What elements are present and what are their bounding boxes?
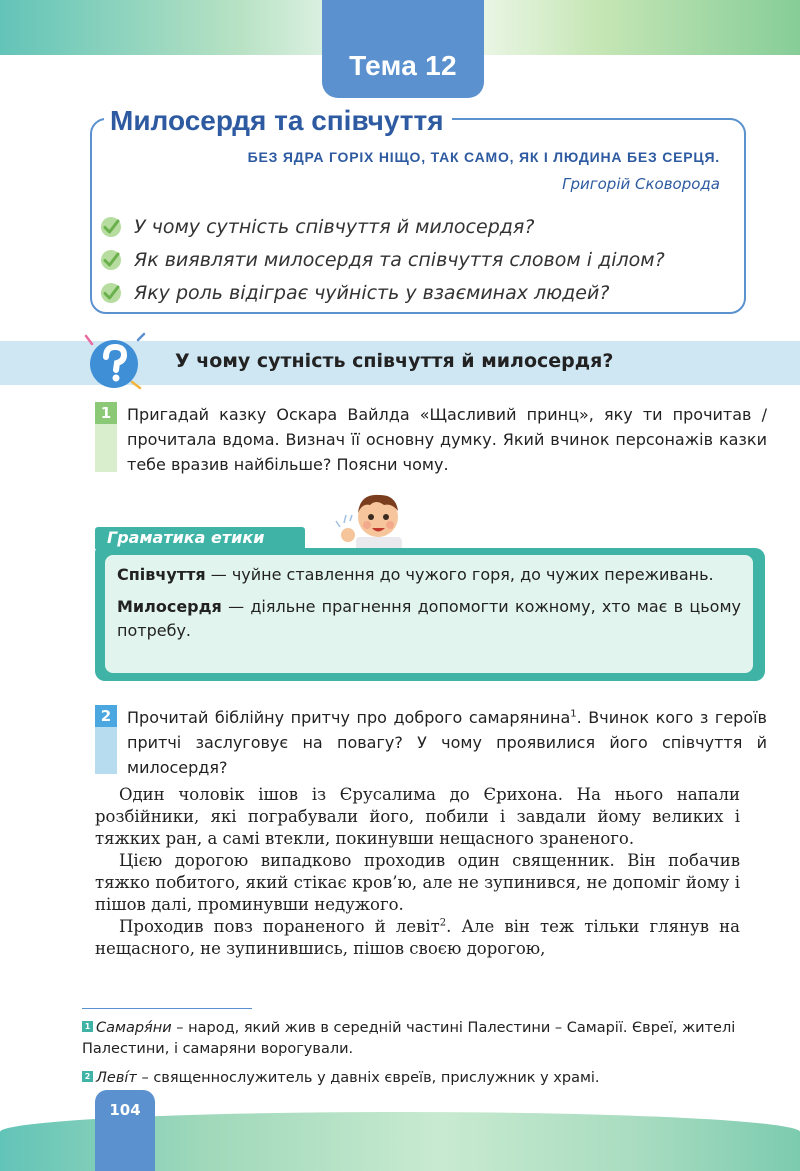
section-title: У чому сутність співчуття й милосердя?: [175, 350, 614, 372]
footnote-1: [82, 1018, 748, 1060]
term-2: Милосердя: [117, 597, 222, 616]
question-item: [100, 210, 740, 243]
grammar-label: Граматика етики: [95, 527, 305, 549]
definition-text-1: — чуйне ставлення до чужого горя, до чужих переживань.: [205, 565, 714, 584]
check-icon: [100, 282, 122, 304]
task-number: 2: [95, 705, 117, 727]
footnote-ref: 1: [570, 708, 577, 720]
question-item: [100, 276, 740, 309]
story-text-part: Проходив повз пораненого й левіт: [119, 917, 440, 936]
page-title: Милосердя та співчуття: [104, 105, 452, 137]
definition-1: [117, 563, 741, 587]
story-text-part: . Але він теж тільки глянув на нещасного, не зупинившись, пішов своєю дорогою,: [95, 917, 740, 958]
task-strip: [95, 424, 117, 472]
footnote-text: – народ, який жив в середній частині Палестини – Самарії. Євреї, жителі Палестини, і самаряни ворогували.: [82, 1020, 736, 1057]
definition-text-2: — діяльне прагнення допомогти кожному, хто має в цьому потребу.: [117, 597, 741, 640]
definition-2: [117, 595, 741, 643]
epigraph-author: Григорій Сковорода: [562, 175, 720, 193]
footnotes: [82, 1018, 748, 1097]
footnote-term: Самаря́ни: [96, 1020, 172, 1036]
question-text: Яку роль відіграє чуйність у взаєминах людей?: [134, 281, 610, 304]
term-1: Співчуття: [117, 565, 206, 584]
footnote-mark: 2: [82, 1071, 93, 1082]
footnote-mark: 1: [82, 1021, 93, 1032]
page-number-tab: [95, 1090, 155, 1171]
key-questions-list: [100, 210, 740, 309]
question-item: [100, 243, 740, 276]
story-paragraph: [95, 916, 740, 960]
task-text-part: Прочитай біблійну притчу про доброго самарянина: [127, 708, 571, 727]
footnote-2: [82, 1068, 748, 1089]
task-text-part: . Вчинок кого з героїв притчі заслуговує на повагу? У чому проявилися його співчуття й милосердя?: [127, 708, 767, 777]
footnote-term: Леві́т: [96, 1070, 137, 1086]
footnote-text: – священнослужитель у давніх євреїв, прислужник у храмі.: [136, 1070, 600, 1086]
grammar-definitions: [105, 555, 753, 673]
footnote-divider: [82, 1008, 252, 1009]
task-1: [95, 402, 765, 477]
story-paragraph: Один чоловік ішов із Єрусалима до Єрихона. На нього напали розбійники, які пограбували його, побили і завдали йому великих і тяжких ран, а самі втекли, покинувши нещасного зраненого.: [95, 785, 740, 848]
task-strip: [95, 727, 117, 774]
task-2: [95, 705, 765, 780]
question-mark-icon: [80, 330, 150, 394]
footnote-ref: 2: [439, 917, 447, 929]
task-text: [127, 705, 767, 780]
question-text: Як виявляти милосердя та співчуття словом і ділом?: [134, 248, 665, 271]
task-number: 1: [95, 402, 117, 424]
topic-label: Тема 12: [349, 50, 457, 81]
boy-character-icon: [330, 487, 422, 555]
check-icon: [100, 216, 122, 238]
question-text: У чому сутність співчуття й милосердя?: [134, 215, 535, 238]
check-icon: [100, 249, 122, 271]
epigraph: БЕЗ ЯДРА ГОРІХ НІЩО, ТАК САМО, ЯК І ЛЮДИНА БЕЗ СЕРЦЯ.: [247, 149, 720, 165]
page-number: 104: [109, 1101, 141, 1119]
task-text: Пригадай казку Оскара Вайлда «Щасливий принц», яку ти прочитав / прочитала вдома. Визнач її основну думку. Який вчинок персонажів казки тебе вразив найбільше? Поясни чому.: [127, 405, 767, 474]
topic-tab: [322, 0, 484, 98]
parable-text: [95, 784, 740, 960]
story-paragraph: Цією дорогою випадково проходив один священник. Він побачив тяжко побитого, який стікає кров’ю, але не зупинився, не допоміг йому і пішов далі, проминувши недужого.: [95, 851, 740, 914]
